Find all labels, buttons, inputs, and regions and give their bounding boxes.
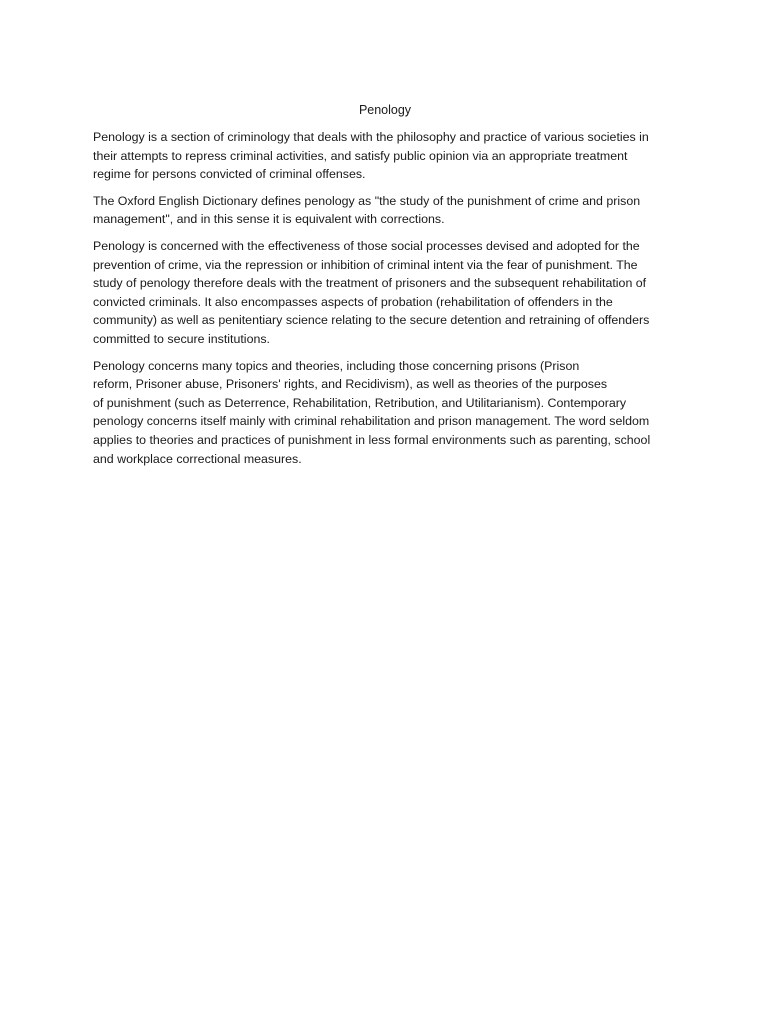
text-line: of punishment (such as Deterrence, Rehabilitation, Retribution, and Utilitarianism). Contemporary	[93, 395, 627, 410]
text-line: Penology is concerned with the effectiveness of those social processes devised and adopted for the	[93, 238, 640, 253]
text-line: penology concerns itself mainly with criminal rehabilitation and prison management. The word seldom	[93, 414, 650, 429]
text-line: prevention of crime, via the repression or inhibition of criminal intent via the fear of punishment. The	[93, 257, 638, 272]
text-line: The Oxford English Dictionary defines penology as "the study of the punishment of crime and prison	[93, 193, 641, 208]
text-line: convicted criminals. It also encompasses aspects of probation (rehabilitation of offenders in the	[93, 294, 613, 309]
text-line: committed to secure institutions.	[93, 331, 270, 346]
text-line: study of penology therefore deals with the treatment of prisoners and the subsequent rehabilitation of	[93, 276, 647, 291]
document-page	[93, 101, 677, 476]
text-line: Penology is a section of criminology that deals with the philosophy and practice of various societies in	[93, 130, 649, 144]
text-line: management", and in this sense it is equivalent with corrections.	[93, 212, 445, 227]
text-line: applies to theories and practices of punishment in less formal environments such as parenting, school	[93, 432, 651, 447]
paragraph-2	[93, 192, 677, 229]
paragraph-1	[93, 128, 677, 184]
text-line: reform, Prisoner abuse, Prisoners' rights, and Recidivism), as well as theories of the purposes	[93, 377, 608, 392]
paragraph-4	[93, 357, 677, 469]
text-line: regime for persons convicted of criminal offenses.	[93, 167, 366, 182]
text-line: Penology concerns many topics and theories, including those concerning prisons (Prison	[93, 358, 580, 373]
text-line: community) as well as penitentiary science relating to the secure detention and retraining of offenders	[93, 313, 650, 328]
document-title: Penology	[358, 103, 412, 117]
text-line: and workplace correctional measures.	[93, 451, 302, 466]
text-line: their attempts to repress criminal activities, and satisfy public opinion via an appropriate treatment	[93, 148, 628, 163]
paragraph-3	[93, 237, 677, 349]
